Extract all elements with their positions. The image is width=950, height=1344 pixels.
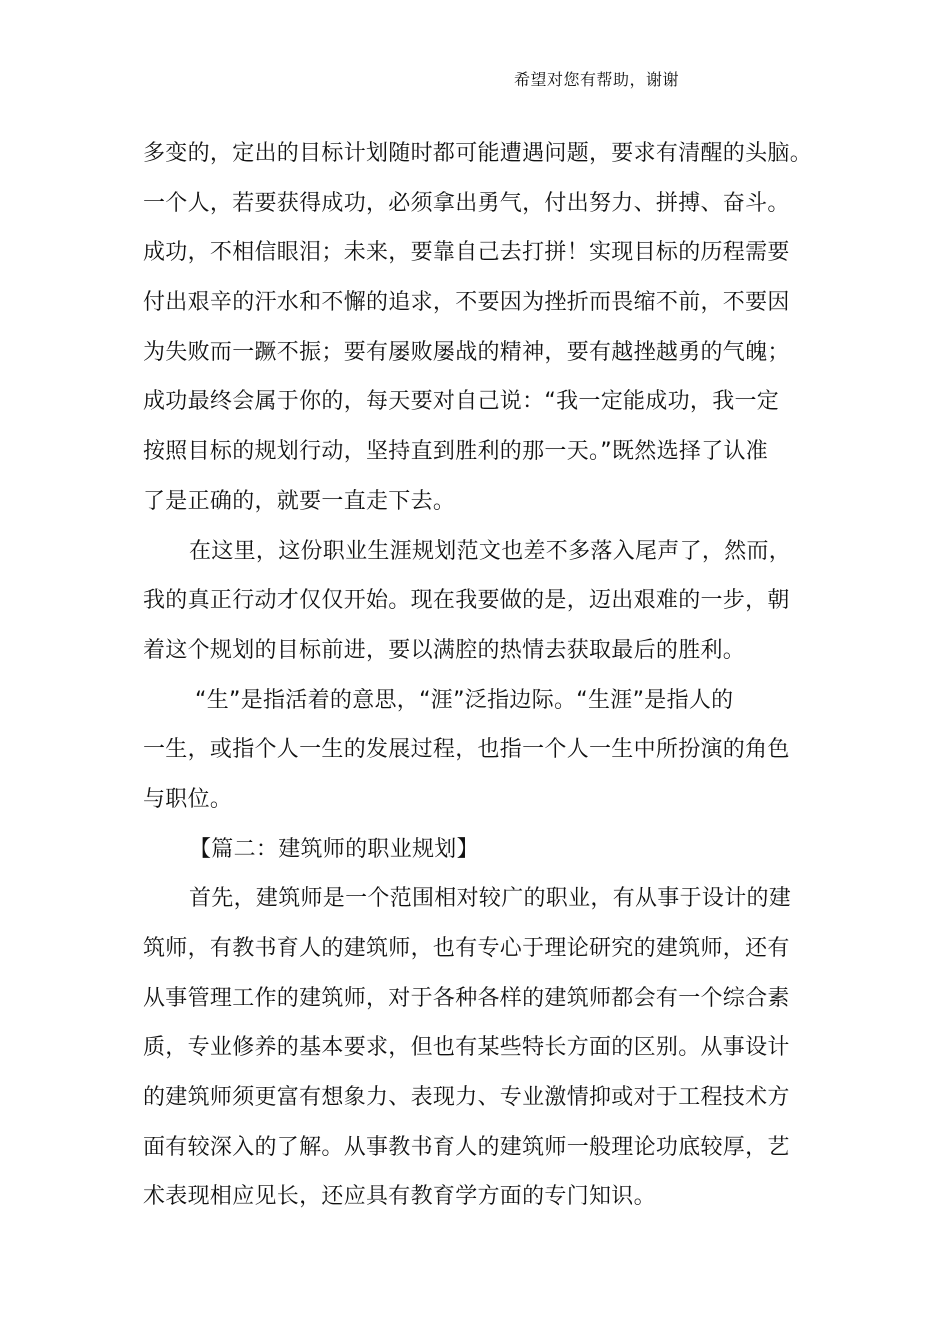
text-line: 一个人，若要获得成功，必须拿出勇气，付出努力、拼搏、奋斗。 <box>143 190 790 216</box>
text-line: 术表现相应见长，还应具有教育学方面的专门知识。 <box>143 1184 656 1210</box>
paragraph-start: 首先，建筑师是一个范围相对较广的职业，有从事于设计的建 <box>189 886 792 912</box>
text-line: 质，专业修养的基本要求，但也有某些特长方面的区别。从事设计 <box>143 1035 790 1061</box>
text-line: 与职位。 <box>143 786 233 812</box>
text-line: 的建筑师须更富有想象力、表现力、专业激情抑或对于工程技术方 <box>143 1085 790 1111</box>
text-line: 从事管理工作的建筑师，对于各种各样的建筑师都会有一个综合素 <box>143 985 790 1011</box>
text-line: 成功，不相信眼泪；未来，要靠自己去打拼！实现目标的历程需要 <box>143 240 790 266</box>
section-heading: 【篇二：建筑师的职业规划】 <box>189 836 479 862</box>
document-body <box>143 129 813 1222</box>
text-line: 着这个规划的目标前进，要以满腔的热情去获取最后的胜利。 <box>143 637 746 663</box>
header-note: 希望对您有帮助，谢谢 <box>514 70 680 89</box>
text-line: 我的真正行动才仅仅开始。现在我要做的是，迈出艰难的一步，朝 <box>143 588 790 614</box>
text-line: 了是正确的，就要一直走下去。 <box>143 488 456 514</box>
paragraph-start: “生”是指活着的意思，“涯”泛指边际。“生涯”是指人的 <box>195 687 734 713</box>
text-line: 一生，或指个人一生的发展过程，也指一个人一生中所扮演的角色 <box>143 737 790 763</box>
text-line: 面有较深入的了解。从事教书育人的建筑师一般理论功底较厚，艺 <box>143 1134 790 1160</box>
text-line: 按照目标的规划行动，坚持直到胜利的那一天。”既然选择了认准 <box>143 439 769 465</box>
text-line: 多变的，定出的目标计划随时都可能遭遇问题，要求有清醒的头脑。 <box>143 141 813 166</box>
text-line: 成功最终会属于你的，每天要对自己说：“我一定能成功，我一定 <box>143 389 780 415</box>
text-line: 筑师，有教书育人的建筑师，也有专心于理论研究的建筑师，还有 <box>143 936 790 961</box>
text-line: 付出艰辛的汗水和不懈的追求，不要因为挫折而畏缩不前，不要因 <box>143 290 790 316</box>
paragraph-start: 在这里，这份职业生涯规划范文也差不多落入尾声了，然而， <box>189 538 792 564</box>
text-line: 为失败而一蹶不振；要有屡败屡战的精神，要有越挫越勇的气魄； <box>143 339 790 365</box>
